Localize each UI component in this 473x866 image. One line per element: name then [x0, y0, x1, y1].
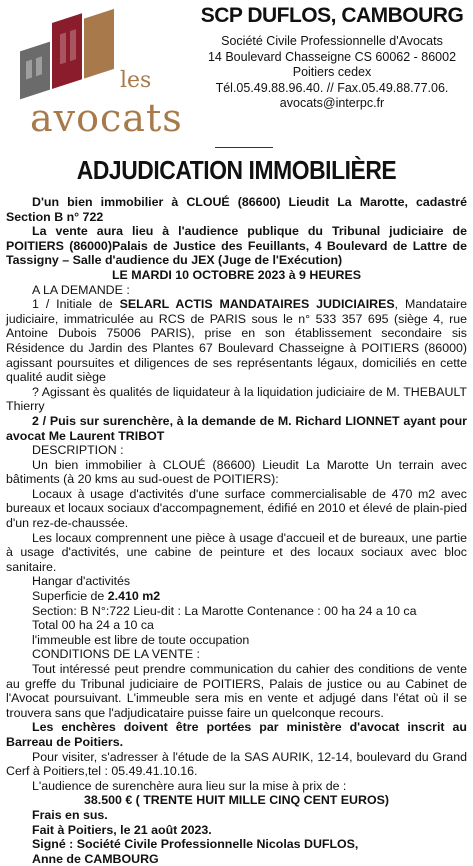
- page-title: ADJUDICATION IMMOBILIÈRE: [76, 155, 397, 185]
- firm-line: Société Civile Professionnelle d'Avocats: [221, 34, 443, 48]
- firm-line: Tél.05.49.88.96.40. // Fax.05.49.88.77.06.: [215, 80, 449, 95]
- total-line: Total 00 ha 24 a 10 ca: [32, 618, 154, 633]
- frais-line: Frais en sus.: [32, 807, 108, 822]
- conditions-1: Tout intéressé peut prendre communication du cahier des conditions de vente au greffe du Tribunal judiciaire de POITIERS, Palais de justice ou au Cabinet de l'Avocat poursuivant. L'immeuble sera mis en vente et adjugé dans l'état où il se trouvera sans que l'adjudicataire puisse faire un quelconque recours.: [6, 662, 467, 720]
- visit-line: Pour visiter, s'adresser à l'étude de la SAS AURIK, 12-14, boulevard du Grand Cerf à Poitiers,tel : 05.49.41.10.16.: [6, 749, 467, 779]
- firm-email: avocats@interpc.fr: [279, 96, 385, 110]
- firm-line: 14 Boulevard Chasseigne CS 60062 - 86002: [207, 49, 457, 64]
- fait-line: Fait à Poitiers, le 21 août 2023.: [32, 822, 212, 837]
- mise-a-prix-line: L'audience de surenchère aura lieu sur la mise à prix de :: [32, 778, 347, 793]
- divider: [215, 147, 273, 148]
- description-3: Les locaux comprennent une pièce à usage d'accueil et de bureaux, une partie à usage d'activités, une cabine de peinture et des locaux sociaux avec bloc sanitaire.: [6, 530, 467, 574]
- demand-1-company: SELARL ACTIS MANDATAIRES JUDICIAIRES: [119, 297, 395, 312]
- intro-hearing: La vente aura lieu à l'audience publique du Tribunal judiciaire de POITIERS (86000)Palais de Justice des Feuillants, 4 Boulevard de Lattre de Tassigny – Salle d'audience du JEX (Juge de l'Exécution): [6, 224, 467, 268]
- firm-line: Poitiers cedex: [292, 65, 372, 79]
- conditions-heading: CONDITIONS DE LA VENTE :: [32, 647, 200, 662]
- logo-les-text: les: [120, 68, 152, 93]
- signature-line-2: Anne de CAMBOURG: [32, 851, 159, 866]
- price-line: 38.500 € ( TRENTE HUIT MILLE CINQ CENT EUROS): [84, 793, 389, 808]
- firm-header: [196, 4, 468, 112]
- logo-graphic: [12, 2, 180, 102]
- surface-line: [6, 589, 467, 604]
- surface-value: 2.410 m2: [107, 589, 161, 604]
- firm-name: SCP DUFLOS, CAMBOURG: [200, 4, 464, 27]
- section-line: Section: B N°:722 Lieu-dit : La Marotte Contenance : 00 ha 24 a 10 ca: [32, 603, 417, 618]
- description-2: Locaux à usage d'activités d'une surface commercialisable de 470 m2 avec bureaux et locaux sociaux d'accompagnement, édifié en 2010 et élevé de plain-pied d'un rez-de-chaussée.: [6, 486, 467, 531]
- notice-body: [6, 195, 467, 866]
- hearing-date: LE MARDI 10 OCTOBRE 2023 à 9 HEURES: [111, 267, 362, 282]
- demand-1-qualite: ? Agissant ès qualités de liquidateur à la liquidation judiciaire de M. THEBAULT Thierry: [6, 384, 467, 414]
- conditions-2: Les enchères doivent être portées par ministère d'avocat inscrit au Barreau de Poitiers.: [6, 720, 467, 749]
- demand-1-prefix: 1 / Initiale de: [32, 297, 120, 312]
- description-1: Un bien immobilier à CLOUÉ (86600) Lieudit La Marotte Un terrain avec bâtiments (à 20 kms au sud-ouest de POITIERS):: [6, 457, 467, 487]
- signature-line: Signé : Société Civile Professionnelle Nicolas DUFLOS,: [32, 837, 359, 852]
- logo-avocats-text: avocats: [30, 96, 183, 140]
- surface-label: Superficie de: [32, 589, 108, 604]
- occupation-line: l'immeuble est libre de toute occupation: [32, 632, 250, 647]
- demand-2: 2 / Puis sur surenchère, à la demande de M. Richard LIONNET ayant pour avocat Me Laurent TRIBOT: [6, 413, 467, 443]
- intro-property: D'un bien immobilier à CLOUÉ (86600) Lieudit La Marotte, cadastré Section B n° 722: [6, 195, 467, 224]
- a-la-demande-heading: A LA DEMANDE :: [32, 282, 130, 297]
- demand-1-details: , Mandataire judiciaire, immatriculée au RCS de PARIS sous le n° 533 357 695 (siège 4, rue Antoine Dubois 75006 PARIS), prise en son établissement secondaire sis Résidence du Jardin des Plantes 67 Boulevard Chasseigne à POITIERS (86000) agissant poursuites et diligences de ses représentants légaux, domiciliés en cette qualité audit siège: [6, 297, 468, 385]
- les-avocats-logo: [12, 2, 183, 142]
- hangar-line: Hangar d'activités: [32, 574, 131, 589]
- demand-1: [6, 297, 467, 385]
- description-heading: DESCRIPTION :: [32, 443, 124, 458]
